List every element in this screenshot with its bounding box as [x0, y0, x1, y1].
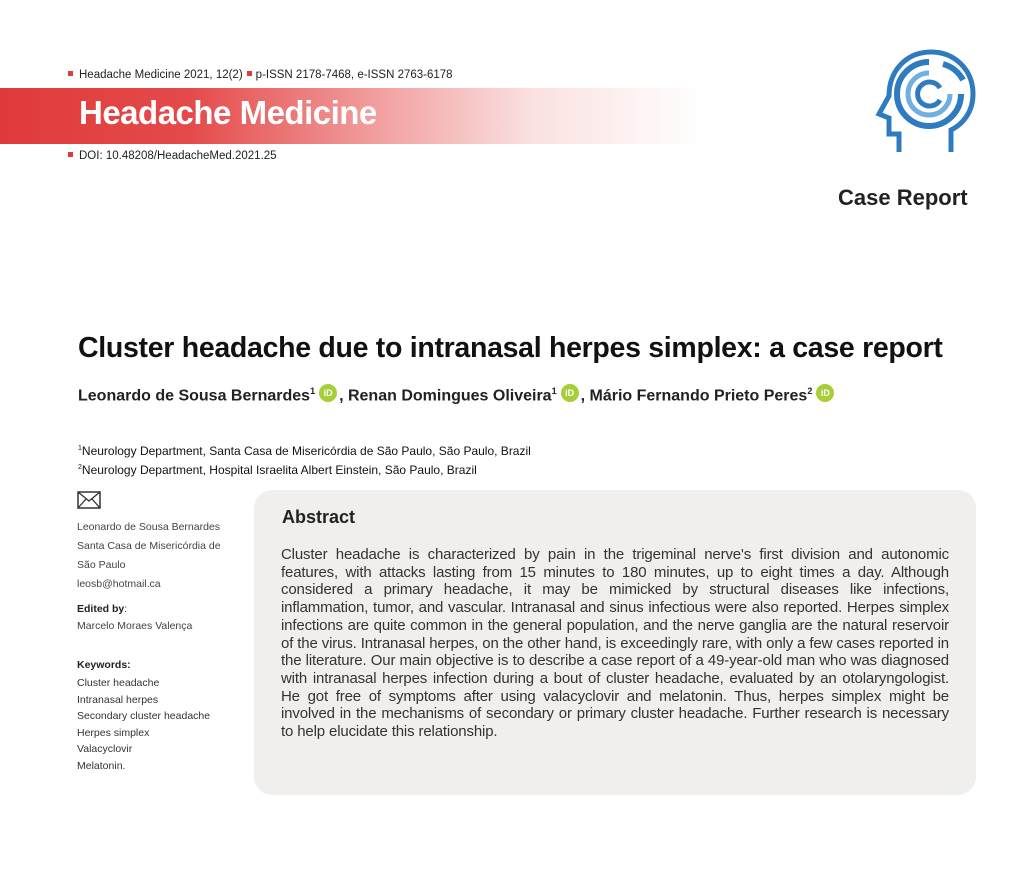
keyword: Herpes simplex — [77, 726, 150, 739]
citation-line — [68, 69, 453, 81]
keywords-label: Keywords: — [77, 659, 131, 671]
correspondence-name: Leonardo de Sousa Bernardes — [77, 521, 221, 533]
abstract-heading: Abstract — [282, 507, 356, 527]
bullet-icon — [68, 152, 73, 157]
keywords-list — [77, 675, 210, 775]
head-profile-logo-icon — [865, 44, 977, 156]
doi-link[interactable]: DOI: 10.48208/HeadacheMed.2021.25 — [79, 150, 277, 162]
abstract-text: Cluster headache is characterized by pain in the trigeminal nerve's first division and autonomic features, with attacks lasting from 15 minutes to 180 minutes, up to eight times a day. Although considered a primary headache, it may be mimicked by structural diseases like infections, inflammation, tumor, and vascular. Intranasal and sinus infectious were also reported. Herpes simplex infections are quite common in the general population, and the nerve ganglia are the natural reservoir of the virus. Intranasal herpes, on the other hand, is exceedingly rare, with only a few cases reported in the literature. Our main objective is to describe a case report of a 49-year-old man who was diagnosed with intranasal herpes infection during a bout of cluster headache, evaluated by an otolaryngologist. He got free of symptoms after using valacyclovir and melatonin. Thus, herpes simplex might be involved in the mechanisms of secondary or primary cluster headache. Further research is necessary to help elucidate this relationship. — [281, 546, 949, 741]
keyword: Secondary cluster headache — [77, 710, 211, 723]
issn: p-ISSN 2178-7468, e-ISSN 2763-6178 — [255, 69, 453, 81]
correspondence-email[interactable]: leosb@hotmail.ca — [77, 578, 161, 590]
affiliation: $^2$Neurology Department, Hospital Israelita Albert Einstein, São Paulo, Brazil — [78, 462, 477, 477]
author-affil-sup: 1 — [310, 386, 316, 396]
orcid-icon[interactable]: iD — [319, 384, 337, 402]
article-type: Case Report — [838, 185, 968, 210]
author-name: Mário Fernando Prieto Peres — [589, 387, 808, 405]
citation: Headache Medicine 2021, 12(2) — [79, 69, 243, 81]
keyword: Cluster headache — [77, 677, 160, 689]
doi-line — [68, 150, 277, 162]
affiliations — [78, 441, 531, 478]
correspondence-city: São Paulo — [77, 559, 126, 571]
orcid-icon[interactable]: iD — [816, 384, 834, 402]
bullet-icon — [68, 71, 73, 76]
article-title: Cluster headache due to intranasal herpes simplex: a case report — [78, 332, 943, 364]
correspondence-block — [77, 518, 221, 594]
keyword: Melatonin. — [77, 759, 126, 772]
journal-title: Headache Medicine — [79, 94, 377, 131]
author-affil-sup: 1 — [551, 386, 557, 396]
author-name: Leonardo de Sousa Bernardes — [78, 387, 311, 405]
mail-icon — [77, 491, 101, 509]
author-list: Leonardo de Sousa Bernardes$^1$ iD , Renan Domingues Oliveira$^1$ iD , Mário Fernando Prieto Peres$^2$ iD — [78, 386, 836, 405]
author-affil-sup: 2 — [807, 386, 813, 396]
bullet-icon — [247, 71, 252, 76]
orcid-icon[interactable]: iD — [561, 384, 579, 402]
editor-name: Marcelo Moraes Valença — [77, 620, 193, 632]
edited-by-label: Edited by: — [77, 603, 128, 615]
author-name: Renan Domingues Oliveira — [347, 387, 552, 405]
affiliation: $^1$Neurology Department, Santa Casa de Misericórdia de São Paulo, São Paulo, Brazil — [78, 444, 531, 458]
keyword: Intranasal herpes — [77, 693, 159, 706]
correspondence-institution: Santa Casa de Misericórdia de — [77, 540, 221, 552]
keyword: Valacyclovir — [77, 743, 133, 756]
